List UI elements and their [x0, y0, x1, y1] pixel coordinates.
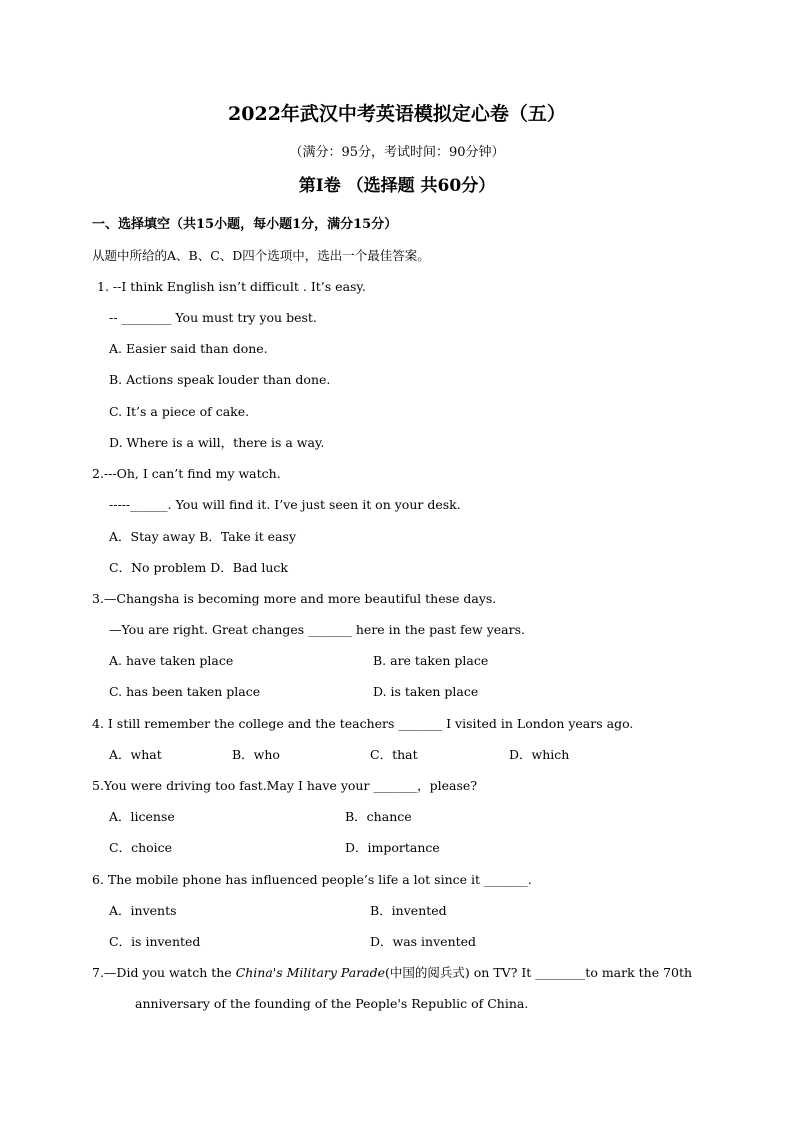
question-7-suffix: (中国的阅兵式) on TV? It ________to mark the 70th: [385, 965, 693, 980]
question-4-option-a: A．what: [109, 747, 162, 762]
question-4-stem: 4. I still remember the college and the teachers _______ I visited in London years ago.: [92, 716, 634, 731]
question-7-italic-title: China's Military Parade: [235, 965, 386, 980]
question-5-option-d: D．importance: [345, 840, 440, 855]
question-2-options-ab: A．Stay away B．Take it easy: [109, 529, 297, 544]
question-3-option-d: D. is taken place: [373, 684, 479, 699]
question-1-option-b: B. Actions speak louder than done.: [109, 372, 331, 387]
question-6-stem: 6. The mobile phone has influenced people’s life a lot since it _______.: [92, 872, 532, 887]
question-4-option-b: B．who: [232, 747, 280, 762]
volume-heading: 第I卷 （选择题 共60分）: [298, 176, 496, 196]
question-7-prefix: 7.—Did you watch the: [92, 965, 236, 980]
question-4-option-d: D．which: [509, 747, 570, 762]
section-heading: 一、选择填空（共15小题，每小题1分，满分15分）: [92, 217, 398, 232]
question-4-option-c: C．that: [370, 747, 418, 762]
question-3-option-b: B. are taken place: [373, 653, 489, 668]
question-2-options-cd: C．No problem D．Bad luck: [109, 560, 288, 575]
question-6-option-d: D．was invented: [370, 934, 477, 949]
question-5-stem: 5.You were driving too fast.May I have your _______，please?: [92, 778, 478, 793]
question-2-stem: 2.---Oh, I can’t find my watch.: [92, 466, 281, 481]
question-5-option-c: C．choice: [109, 840, 173, 855]
question-7-continuation: anniversary of the founding of the People's Republic of China.: [135, 996, 529, 1011]
question-6-option-c: C．is invented: [109, 934, 201, 949]
exam-title: 2022年武汉中考英语模拟定心卷（五）: [228, 103, 566, 125]
question-6-option-b: B．invented: [370, 903, 447, 918]
question-3-stem: 3.—Changsha is becoming more and more beautiful these days.: [92, 591, 497, 606]
question-1-option-d: D. Where is a will，there is a way.: [109, 435, 325, 450]
question-5-option-b: B．chance: [345, 809, 412, 824]
question-5-option-a: A．license: [109, 809, 175, 824]
question-3-option-a: A. have taken place: [109, 653, 234, 668]
question-1-response: -- ________ You must try you best.: [109, 310, 317, 325]
question-3-response: —You are right. Great changes _______ here in the past few years.: [109, 622, 525, 637]
question-1-option-c: C. It’s a piece of cake.: [109, 404, 250, 419]
question-3-option-c: C. has been taken place: [109, 684, 261, 699]
question-2-response: -----______. You will find it. I’ve just seen it on your desk.: [109, 497, 461, 512]
question-1-stem: 1. --I think English isn’t difficult . It’s easy.: [97, 279, 366, 294]
section-instruction: 从题中所给的A、B、C、D四个选项中，选出一个最佳答案。: [92, 248, 430, 263]
question-7-stem: [92, 965, 692, 981]
question-1-option-a: A. Easier said than done.: [109, 341, 268, 356]
exam-subtitle: （满分：95分，考试时间：90分钟）: [289, 145, 505, 160]
question-6-option-a: A．invents: [109, 903, 177, 918]
